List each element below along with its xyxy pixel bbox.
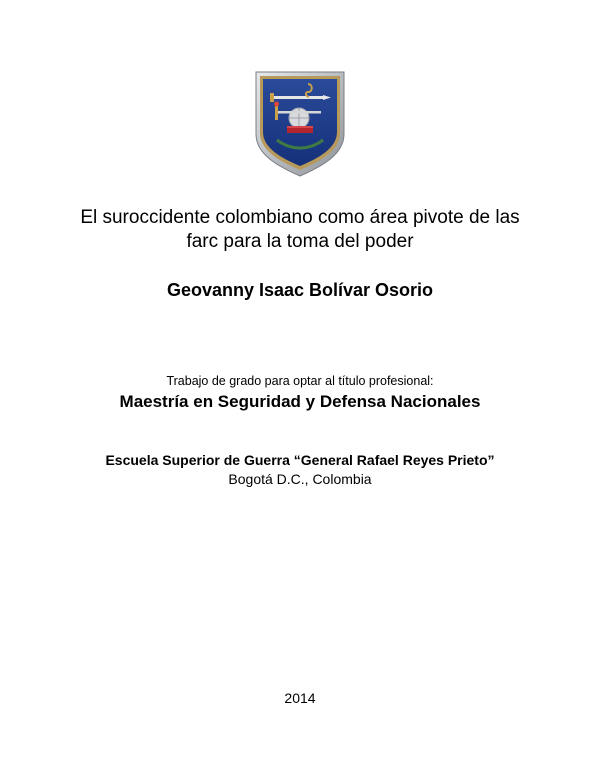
degree-intro: Trabajo de grado para optar al título profesional: xyxy=(166,374,434,388)
publication-year: 2014 xyxy=(284,690,316,706)
crest-emblem xyxy=(253,70,347,178)
institution-location: Bogotá D.C., Colombia xyxy=(228,471,372,487)
author-name: Geovanny Isaac Bolívar Osorio xyxy=(166,280,434,300)
title-line-1: El suroccidente colombiano como área pivote de las xyxy=(80,207,520,228)
military-school-crest-icon xyxy=(253,70,347,178)
degree-name: Maestría en Seguridad y Defensa Nacionales xyxy=(119,392,481,411)
institution-name: Escuela Superior de Guerra “General Rafael Reyes Prieto” xyxy=(105,452,495,468)
title-line-2: farc para la toma del poder xyxy=(186,231,414,252)
